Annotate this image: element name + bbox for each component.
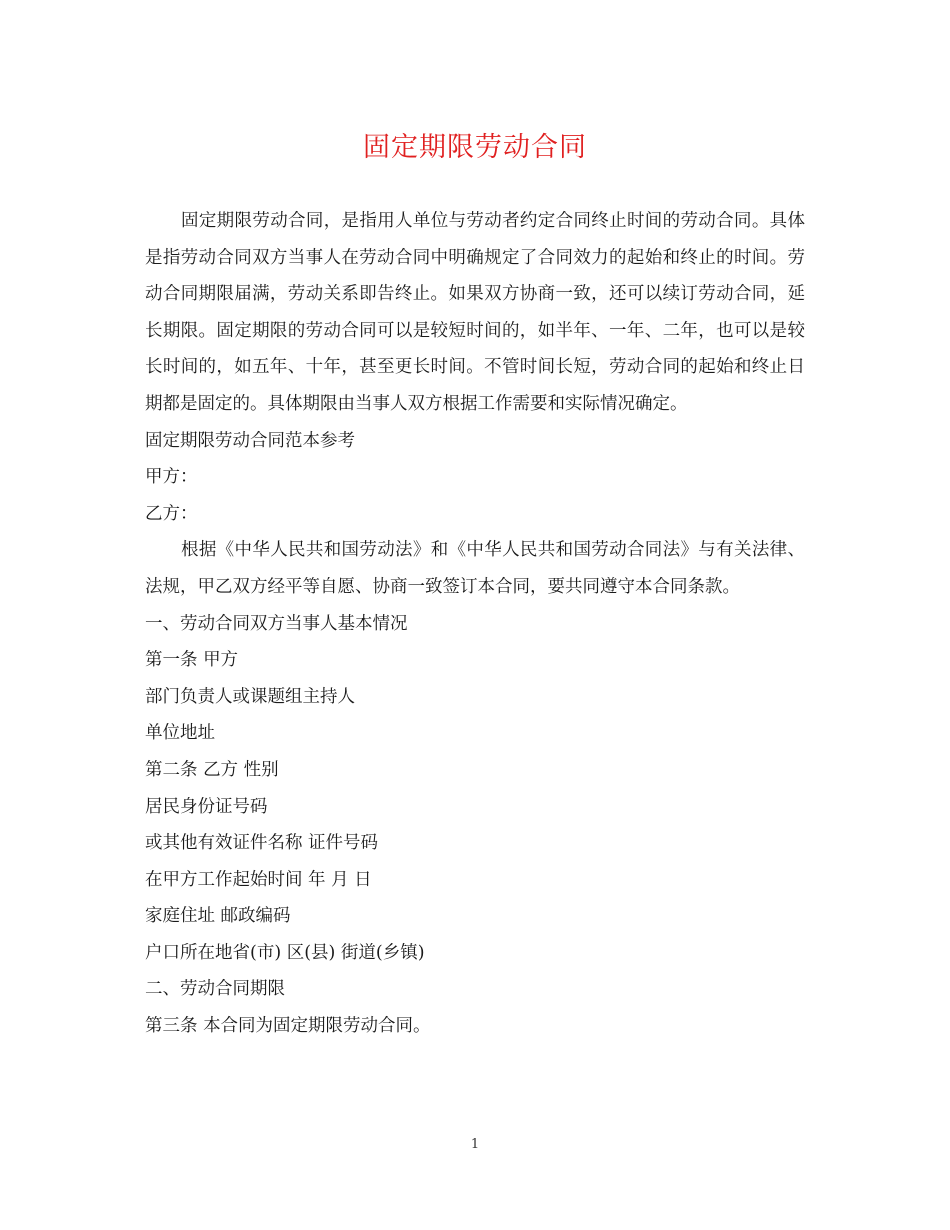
section-heading-1: 一、劳动合同双方当事人基本情况 bbox=[145, 613, 408, 634]
party-a-label: 甲方： bbox=[145, 467, 198, 488]
unit-address-line: 单位地址 bbox=[145, 723, 215, 744]
preamble-paragraph: 根据《中华人民共和国劳动法》和《中华人民共和国劳动合同法》与有关法律、法规，甲乙双方经平等自愿、协商一致签订本合同，要共同遵守本合同条款。 bbox=[145, 540, 805, 597]
article-3: 第三条 本合同为固定期限劳动合同。 bbox=[145, 1016, 431, 1037]
dept-head-line: 部门负责人或课题组主持人 bbox=[145, 686, 355, 707]
page-number: 1 bbox=[470, 1137, 480, 1152]
sample-heading: 固定期限劳动合同范本参考 bbox=[145, 430, 355, 451]
hukou-line: 户口所在地省(市) 区(县) 街道(乡镇) bbox=[145, 942, 425, 963]
document-body bbox=[145, 203, 805, 1045]
article-1: 第一条 甲方 bbox=[145, 650, 239, 671]
article-2: 第二条 乙方 性别 bbox=[145, 759, 279, 780]
other-id-line: 或其他有效证件名称 证件号码 bbox=[145, 833, 379, 854]
document-title: 固定期限劳动合同 bbox=[363, 132, 587, 163]
id-number-line: 居民身份证号码 bbox=[145, 796, 268, 817]
start-time-line: 在甲方工作起始时间 年 月 日 bbox=[145, 869, 372, 890]
party-b-label: 乙方： bbox=[145, 503, 198, 524]
home-address-line: 家庭住址 邮政编码 bbox=[145, 906, 291, 927]
section-heading-2: 二、劳动合同期限 bbox=[145, 979, 285, 1000]
intro-paragraph: 固定期限劳动合同，是指用人单位与劳动者约定合同终止时间的劳动合同。具体是指劳动合同双方当事人在劳动合同中明确规定了合同效力的起始和终止的时间。劳动合同期限届满，劳动关系即告终止。如果双方协商一致，还可以续订劳动合同，延长期限。固定期限的劳动合同可以是较短时间的，如半年、一年、二年，也可以是较长时间的，如五年、十年，甚至更长时间。不管时间长短，劳动合同的起始和终止日期都是固定的。具体期限由当事人双方根据工作需要和实际情况确定。 bbox=[145, 211, 805, 414]
